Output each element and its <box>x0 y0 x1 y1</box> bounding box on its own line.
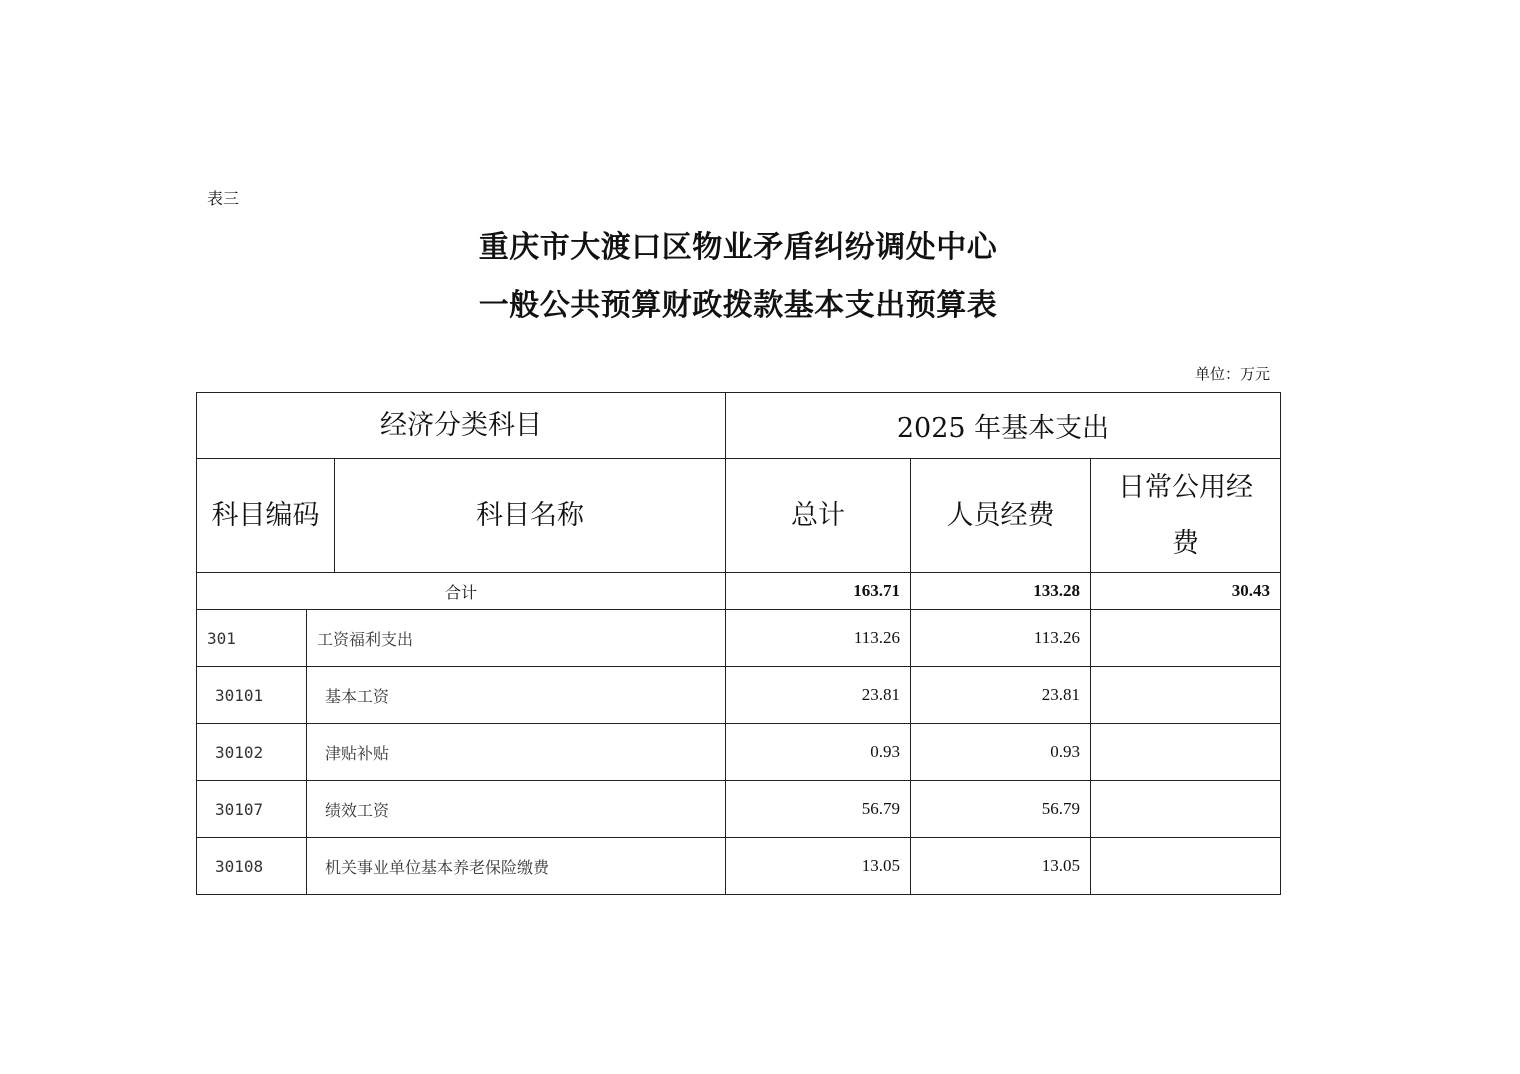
header-daily: 日常公用经费 <box>1091 459 1281 573</box>
table-row <box>197 724 1281 781</box>
header-row-1 <box>197 393 1281 459</box>
row-name: 绩效工资 <box>307 781 726 838</box>
header-code: 科目编码 <box>197 459 335 573</box>
row-daily <box>1091 610 1281 667</box>
header-total: 总计 <box>726 459 911 573</box>
header-row-2 <box>197 459 1281 573</box>
row-daily <box>1091 667 1281 724</box>
table-body <box>197 610 1281 895</box>
table-label: 表三 <box>207 189 240 208</box>
row-daily <box>1091 724 1281 781</box>
unit-label: 单位：万元 <box>1194 365 1270 383</box>
row-name: 机关事业单位基本养老保险缴费 <box>307 838 726 895</box>
table-row <box>197 781 1281 838</box>
budget-table <box>196 392 1281 895</box>
row-name: 基本工资 <box>307 667 726 724</box>
row-code: 30107 <box>197 781 307 838</box>
row-code: 30102 <box>197 724 307 781</box>
row-total: 0.93 <box>726 724 911 781</box>
row-personnel: 23.81 <box>911 667 1091 724</box>
row-name: 工资福利支出 <box>307 610 726 667</box>
row-total: 13.05 <box>726 838 911 895</box>
table-row <box>197 667 1281 724</box>
row-total: 113.26 <box>726 610 911 667</box>
header-name: 科目名称 <box>335 459 726 573</box>
table-row <box>197 838 1281 895</box>
title-line-1: 重庆市大渡口区物业矛盾纠纷调处中心 <box>478 230 998 265</box>
row-personnel: 56.79 <box>911 781 1091 838</box>
row-code: 30108 <box>197 838 307 895</box>
header-econ-class: 经济分类科目 <box>197 393 726 459</box>
row-daily <box>1091 781 1281 838</box>
row-code: 301 <box>197 610 307 667</box>
row-code: 30101 <box>197 667 307 724</box>
summary-total: 163.71 <box>726 573 911 610</box>
summary-label: 合计 <box>197 573 726 610</box>
summary-daily: 30.43 <box>1091 573 1281 610</box>
header-year-expense: 2025 年基本支出 <box>726 393 1281 459</box>
row-personnel: 113.26 <box>911 610 1091 667</box>
row-personnel: 0.93 <box>911 724 1091 781</box>
row-daily <box>1091 838 1281 895</box>
summary-row <box>197 573 1281 610</box>
summary-personnel: 133.28 <box>911 573 1091 610</box>
row-total: 23.81 <box>726 667 911 724</box>
row-total: 56.79 <box>726 781 911 838</box>
row-personnel: 13.05 <box>911 838 1091 895</box>
title-line-2: 一般公共预算财政拨款基本支出预算表 <box>478 288 998 323</box>
header-personnel: 人员经费 <box>911 459 1091 573</box>
table-row <box>197 610 1281 667</box>
row-name: 津贴补贴 <box>307 724 726 781</box>
